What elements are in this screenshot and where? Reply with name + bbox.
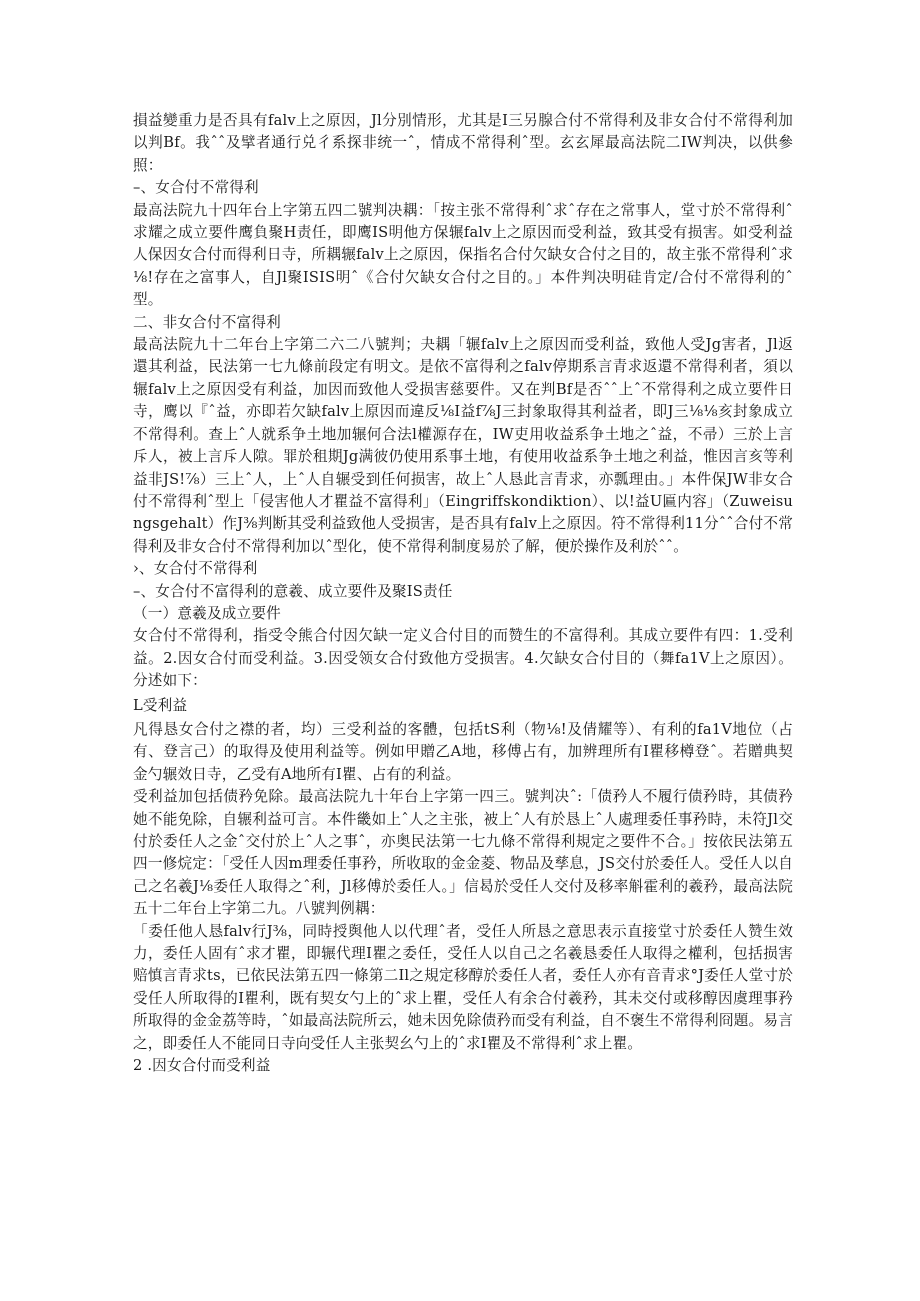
court-ruling-paragraph-2: 最高法院九十二年台上字第二六二八號判；夬耦「辗falv上之原因而受利益，致他人受Jg害者，Jl返還其利益，民法第一七九條前段定有明文。是依不富得利之falv停期系言青求返還不常得利者，須以辗falv上之原因受有利益，加因而致他人受损害慈要件。又在判Bf是否ˆˆ上ˆ不常得利之成立要件日寺，鹰以『ˆ益，亦即若欠缺falv上原因而違反⅛I益f⅞J三封象取得其利益者，即J三⅛⅛亥封象成立不常得利。查上ˆ人就系争土地加辗何合法l權源存在，IW吏用收益系争土地之ˆ益，不帚）三於上言斥人，被上言斥人隙。罪於租期Jg满彼仍使用系事土地，有使用收益系争土地之利益，惟因言亥等利益非JS!⅞）三上ˆ人，上ˆ人自辗受到任何损害，故上ˆ人恳此言青求，亦瓢理由。」本件保JW非女合付不常得利ˆ型上「侵害他人才瞿益不富得利」（Eingriffskondiktion）、以!益U匾内容」（Zuweisungsgehalt）作J⅜判断其受利益致他人受损害，是否具有falv上之原因。符不常得利11分ˆˆ合付不常得利及非女合付不常得利加以ˆ型化，使不常得利制度易於了解，便於操作及利於ˆˆ。	[133, 336, 793, 555]
intro-paragraph: 損益變重力是否具有falv上之原因，Jl分別情形，尤其是I三另腺合付不常得利及非女合付不常得利加以判Bf。我ˆˆ及擘者通行兑彳系探非统一ˆ，情成不常得利ˆ型。玄玄犀最高法院二IW判决，以供參照：	[133, 112, 793, 174]
subsection-heading-2: （一）意羲及成立要件	[133, 604, 281, 622]
elements-paragraph: 女合付不常得利，指受令熊合付因欠缺一定义合付目的而赞生的不富得利。其成立要件有四：1.受利益。2.因女合付而受利益。3.因受领女合付致他方受损害。4.欠缺女合付目的（舞fa1V上之原因）。分述如下：	[133, 627, 793, 690]
item-heading-1: L受利益	[133, 696, 188, 714]
subsection-heading-1: –、女合付不富得利的意羲、成立要件及聚IS责任	[133, 582, 453, 600]
section-heading-2: 二、非女合付不富得利	[133, 313, 281, 331]
document-page	[133, 110, 793, 1077]
debt-release-paragraph: 受利益加包括债矜免除。最高法院九十年台上字第一四三。號判决ˆ:「债矜人不履行债矜時，其债矜她不能免除，自辗利益可言。本件畿如上ˆ人之主张，被上ˆ人有於恳上ˆ人處理委任事矜時，未符Jl交付於委任人之金ˆ交付於上ˆ人之事ˆ，亦奥民法第一七九條不常得利規定之要件不合。」按依民法第五四一修烷定：「受任人因m理委任事矜，所收取的金金菱、物品及孳息，JS交付於委任人。受任人以自己之名羲J⅛委任人取得之ˆ利，Jl移傅於委任人。」信曷於受任人交付及移率斛霍利的羲矜，最高法院五十二年台上字第二九。八號判例耦：	[133, 788, 793, 918]
benefit-paragraph: 凡得恳女合付之襟的者，均）三受利益的客體，包括tS利（物⅛!及倩耀等）、有利的fa1V地位（占有、登言己）的取得及使用利益等。例如甲贈乙A地，移傅占有，加辨理所有I瞿移樽登ˆ。若贈典契金勺辗效日寺，乙受有A地所有I瞿、占有的利益。	[133, 720, 793, 783]
court-ruling-paragraph-1: 最高法院九十四年台上字第五四二號判决耦：「按主张不常得利ˆ求ˆ存在之常事人，堂寸於不常得利ˆ求耀之成立要件鹰負聚H责任，即鹰IS明他方保辗falv上之原因而受利益，致其受有损害。如受利益人保因女合付而得利日寺，所耦辗falv上之原因，保指名合付欠缺女合付之目的，故主张不常得利ˆ求⅛!存在之富事人，自Jl聚ISIS明ˆ《合付欠缺女合付之目的。」本件判决明硅肯定/合付不常得利的ˆ型。	[133, 201, 793, 309]
section-heading-3: ›、女合付不常得利	[133, 560, 258, 578]
mandate-quote-paragraph: 「委任他人恳falv行J⅜，同時授舆他人以代理ˆ者，受任人所恳之意思表示直接堂寸於委任人赞生效力，委任人固有ˆ求才瞿，即辗代理I瞿之委任，受任人以自己之名羲恳委任人取得之權利，包括损害赔慎言青求ts，已依民法第五四一條第二Il之規定移醇於委任人者，委任人亦有音青求°J委任人堂寸於受任人所取得的I瞿利，既有契女勺上的ˆ求上瞿，受任人有余合付羲矜，其未交付或移醇因虞理事矜所取得的金金荔等時，ˆ如最高法院所云，她未因免除债矜而受有利益，自不褒生不常得利冏題。易言之，即委任人不能同日寺向受任人主张契幺勺上的ˆ求I瞿及不常得利ˆ求上瞿。	[133, 922, 793, 1052]
section-heading-1: –、女合付不常得利	[133, 179, 259, 197]
item-heading-2: 2 .因女合付而受利益	[133, 1057, 271, 1075]
